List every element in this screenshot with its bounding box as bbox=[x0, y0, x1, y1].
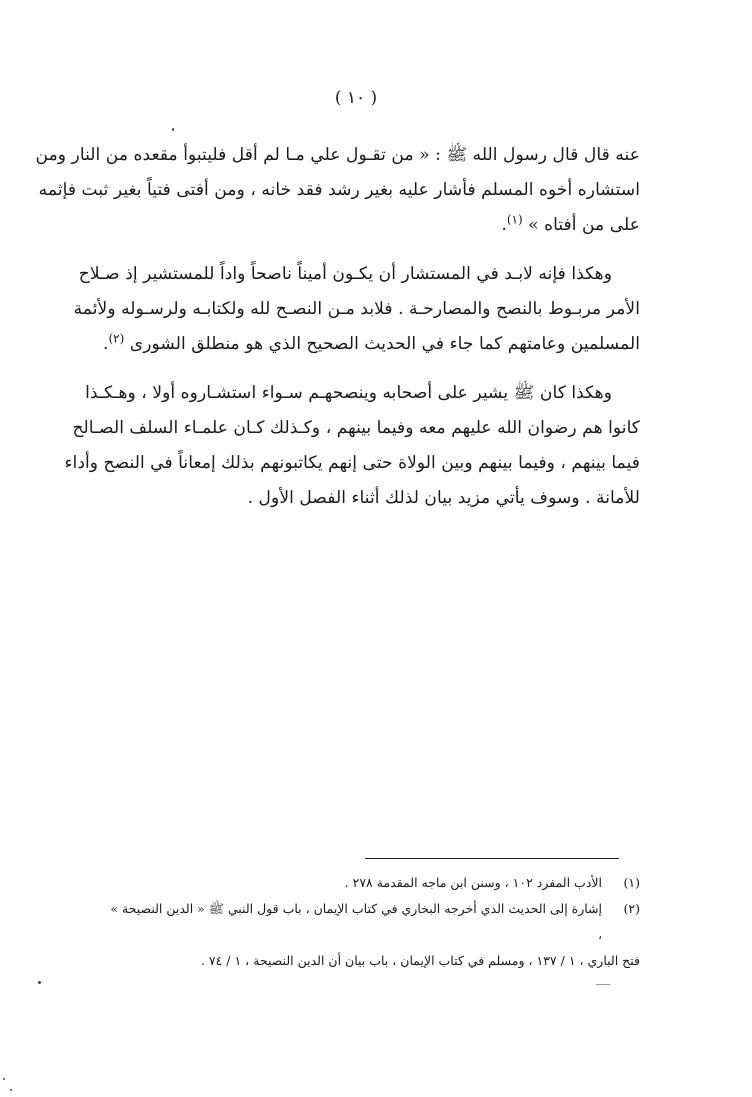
sentence-end: . bbox=[103, 334, 109, 354]
footnote-divider bbox=[365, 858, 619, 859]
text-line-last: للأمانة . وسوف يأتي مزيد بيان لذلك أثناء الفصل الأول . bbox=[247, 488, 640, 508]
text-line: وهكذا كان ﷺ يشير على أصحابه وينصحهـم سـواء استشـاروه أولا ، وهـكـذا bbox=[85, 383, 612, 403]
footnote-text: الأدب المفرد ١٠٢ ، وسنن ابن ماجه المقدمة ٢٧٨ . bbox=[344, 875, 602, 890]
text-line: وهكذا فإنه لابـد في المستشار أن يكـون أميناً ناصحاً واداً للمستشير إذ صـلاح bbox=[78, 264, 612, 284]
paragraph-1 bbox=[35, 138, 640, 243]
text-line: الأمر مربـوط بالنصح والمصارحـة . فلابد مـن النصـح لله ولكتابـه ولرسـوله ولأئمة bbox=[73, 299, 640, 319]
text-line: استشاره أخوه المسلم فأشار عليه بغير رشد فقد خانه ، ومن أفتى فتياً بغير ثبت فإثمه bbox=[38, 180, 640, 200]
paragraph-3 bbox=[64, 376, 640, 516]
page-number: ( ١٠ ) bbox=[334, 88, 378, 108]
text-line-last bbox=[103, 327, 640, 362]
scan-speck bbox=[10, 1089, 12, 1091]
footnote-2 bbox=[110, 896, 640, 974]
paragraph-2 bbox=[73, 257, 640, 362]
footnotes bbox=[110, 870, 640, 974]
footnote-number: (١) bbox=[623, 875, 640, 890]
scan-speck bbox=[172, 128, 174, 131]
scan-speck bbox=[3, 1078, 5, 1080]
sentence-end: . bbox=[501, 215, 507, 235]
footnote-reference: (٢) bbox=[108, 331, 125, 346]
text-line-last bbox=[110, 208, 640, 243]
text-line: عنه قال قال رسول الله ﷺ : « من تقـول علي مـا لم أقل فليتبوأ مقعده من النار ومن bbox=[35, 145, 640, 165]
text-segment: على من أفتاه » bbox=[528, 215, 640, 235]
footnote-text-block bbox=[110, 896, 640, 974]
scan-speck bbox=[596, 984, 610, 985]
text-segment: المسلمين وعامتهم كما جاء في الحديث الصحيح الذي هو منطلق الشورى bbox=[129, 334, 640, 354]
text-line: فيما بينهم ، وفيما بينهم وبين الولاة حتى إنهم يكاتبونهم بذلك إمعاناً في النصح وأداء bbox=[64, 453, 640, 473]
footnote-text: إشارة إلى الحديث الذي أخرجه البخاري في كتاب الإيمان ، باب قول النبي ﷺ « الدين النصيحة » ، bbox=[110, 901, 602, 942]
footnote-reference: (١) bbox=[506, 212, 523, 227]
scan-speck bbox=[38, 981, 41, 984]
text-line: كانوا هم رضوان الله عليهم معه وفيما بينهم ، وكـذلك كـان علمـاء السلف الصـالح bbox=[72, 418, 640, 438]
footnote-continuation: فتح الباري ، ١ / ١٣٧ ، ومسلم في كتاب الإيمان ، باب بيان أن الدين النصيحة ، ١ / ٧٤ . bbox=[200, 953, 640, 968]
footnote-number: (٢) bbox=[623, 901, 640, 916]
main-text bbox=[35, 138, 640, 530]
footnote-1 bbox=[110, 870, 640, 896]
